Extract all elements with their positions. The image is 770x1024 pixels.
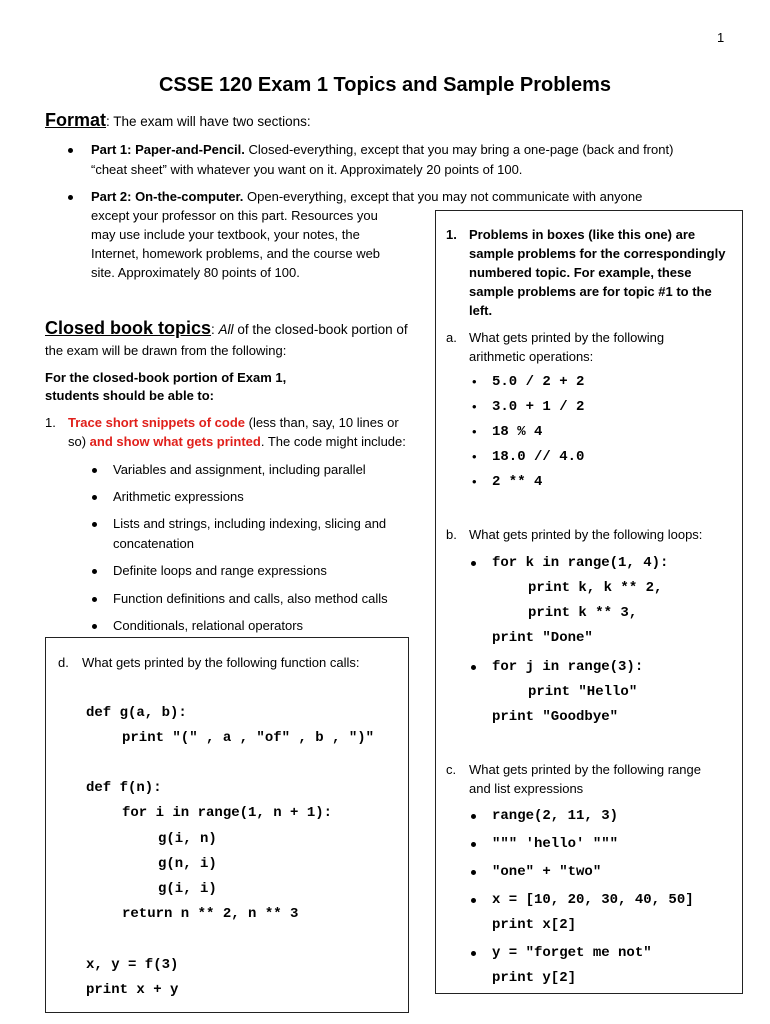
list-expr: "one" + "two" <box>492 864 602 880</box>
arith-item: 5.0 / 2 + 2 <box>492 374 585 390</box>
code-line: for k in range(1, 4): <box>492 555 669 571</box>
c-label: c. <box>446 762 457 777</box>
page-title: CSSE 120 Exam 1 Topics and Sample Problems <box>158 74 612 96</box>
code-line: def f(n): <box>86 780 162 796</box>
code-line: def g(a, b): <box>86 705 187 721</box>
topic-item: Conditionals, relational operators <box>113 618 304 633</box>
list-expr: range(2, 11, 3) <box>492 808 619 824</box>
closed-book-heading: Closed book topics <box>45 318 212 338</box>
code-line: print "Hello" <box>528 684 638 700</box>
box-intro-line: numbered topic. For example, these <box>469 265 692 280</box>
part2-line5: site. Approximately 80 points of 100. <box>91 265 300 280</box>
part2-label: Part 2: On-the-computer. <box>91 189 244 204</box>
bullet-icon <box>471 665 476 670</box>
trace-snippets-text: Trace short snippets of code <box>68 415 245 430</box>
for-line1: For the closed-book portion of Exam 1, <box>45 370 287 385</box>
topic-item: Arithmetic expressions <box>113 489 244 504</box>
closed-book-line2: the exam will be drawn from the following: <box>45 343 287 358</box>
list-expr: y = "forget me not" <box>492 945 652 961</box>
topic-item: Definite loops and range expressions <box>113 563 327 578</box>
box-intro-line: sample problems for the correspondingly <box>469 246 726 261</box>
item1-number: 1. <box>45 415 56 430</box>
dot-icon: • <box>472 474 477 489</box>
bullet-icon <box>471 814 476 819</box>
code-line: x, y = f(3) <box>86 957 179 973</box>
show-printed-text: and show what gets printed <box>89 434 261 449</box>
bullet-icon <box>471 561 476 566</box>
arith-item: 2 ** 4 <box>492 474 543 490</box>
bullet-icon <box>68 148 73 153</box>
code-line: for i in range(1, n + 1): <box>122 805 333 821</box>
box-intro-line: sample problems are for topic #1 to the <box>469 284 712 299</box>
code-line: print "Goodbye" <box>492 709 619 725</box>
list-expr: print y[2] <box>492 970 577 986</box>
bullet-icon <box>92 468 97 473</box>
dot-icon: • <box>472 399 477 414</box>
for-line2: students should be able to: <box>45 388 215 403</box>
page-number: 1 <box>717 30 725 45</box>
list-expr: x = [10, 20, 30, 40, 50] <box>492 892 694 908</box>
bullet-icon <box>92 624 97 629</box>
part1-line1 <box>91 142 673 157</box>
c-question: What gets printed by the following range <box>469 762 701 777</box>
part2-line1 <box>91 189 642 204</box>
part1-text: Closed-everything, except that you may bring a one-page (back and front) <box>244 142 674 157</box>
bullet-icon <box>68 195 73 200</box>
format-intro: : The exam will have two sections: <box>106 114 311 129</box>
bullet-icon <box>471 842 476 847</box>
code-line: g(i, n) <box>158 831 217 847</box>
box-num: 1. <box>446 227 457 242</box>
sample-box-d <box>45 637 409 1013</box>
format-heading: Format <box>45 110 107 130</box>
sample-box-right <box>435 210 743 994</box>
bullet-icon <box>471 898 476 903</box>
part2-line3: may use include your textbook, your notes, the <box>91 227 360 242</box>
arith-item: 3.0 + 1 / 2 <box>492 399 585 415</box>
code-line: return n ** 2, n ** 3 <box>122 906 299 922</box>
a-question: arithmetic operations: <box>469 349 594 364</box>
box-intro-line: left. <box>469 303 493 318</box>
a-label: a. <box>446 330 457 345</box>
code-line: g(i, i) <box>158 881 217 897</box>
dot-icon: • <box>472 424 477 439</box>
code-line: print k ** 3, <box>528 605 638 621</box>
item1-line2: so) and show what gets printed. The code might include: <box>68 434 406 449</box>
part2-line4: Internet, homework problems, and the course web <box>91 246 381 261</box>
topic-item: Lists and strings, including indexing, slicing and <box>113 516 387 531</box>
d-label: d. <box>58 655 69 670</box>
code-line: print "(" , a , "of" , b , ")" <box>122 730 375 746</box>
topic-item: Variables and assignment, including parallel <box>113 462 366 477</box>
list-expr: """ 'hello' """ <box>492 836 619 852</box>
item1-line1: Trace short snippets of code (less than, say, 10 lines or <box>68 415 399 430</box>
bullet-icon <box>471 951 476 956</box>
b-question: What gets printed by the following loops: <box>469 527 703 542</box>
code-line: g(n, i) <box>158 856 217 872</box>
list-expr: print x[2] <box>492 917 577 933</box>
topic-item-cont: concatenation <box>113 536 194 551</box>
d-question: What gets printed by the following function calls: <box>82 655 360 670</box>
arith-item: 18.0 // 4.0 <box>492 449 585 465</box>
code-line: for j in range(3): <box>492 659 644 675</box>
b-label: b. <box>446 527 457 542</box>
code-line: print k, k ** 2, <box>528 580 663 596</box>
bullet-icon <box>471 870 476 875</box>
closed-book-paragraph: Closed book topics: All of the closed-book portion of <box>45 318 408 338</box>
bullet-icon <box>92 569 97 574</box>
dot-icon: • <box>472 374 477 389</box>
part2-text: Open-everything, except that you may not communicate with anyone <box>243 189 643 204</box>
bullet-icon <box>92 522 97 527</box>
part1-line2: “cheat sheet” with whatever you want on it. Approximately 20 points of 100. <box>91 162 523 177</box>
code-line: print "Done" <box>492 630 593 646</box>
bullet-icon <box>92 597 97 602</box>
dot-icon: • <box>472 449 477 464</box>
c-question: and list expressions <box>469 781 584 796</box>
box-intro-line: Problems in boxes (like this one) are <box>469 227 696 242</box>
arith-item: 18 % 4 <box>492 424 543 440</box>
part1-label: Part 1: Paper-and-Pencil. <box>91 142 245 157</box>
format-paragraph <box>45 110 311 131</box>
all-emphasis: All <box>218 322 234 337</box>
a-question: What gets printed by the following <box>469 330 665 345</box>
topic-item: Function definitions and calls, also method calls <box>113 591 388 606</box>
part2-line2: except your professor on this part. Resources you <box>91 208 378 223</box>
bullet-icon <box>92 495 97 500</box>
code-line: print x + y <box>86 982 179 998</box>
